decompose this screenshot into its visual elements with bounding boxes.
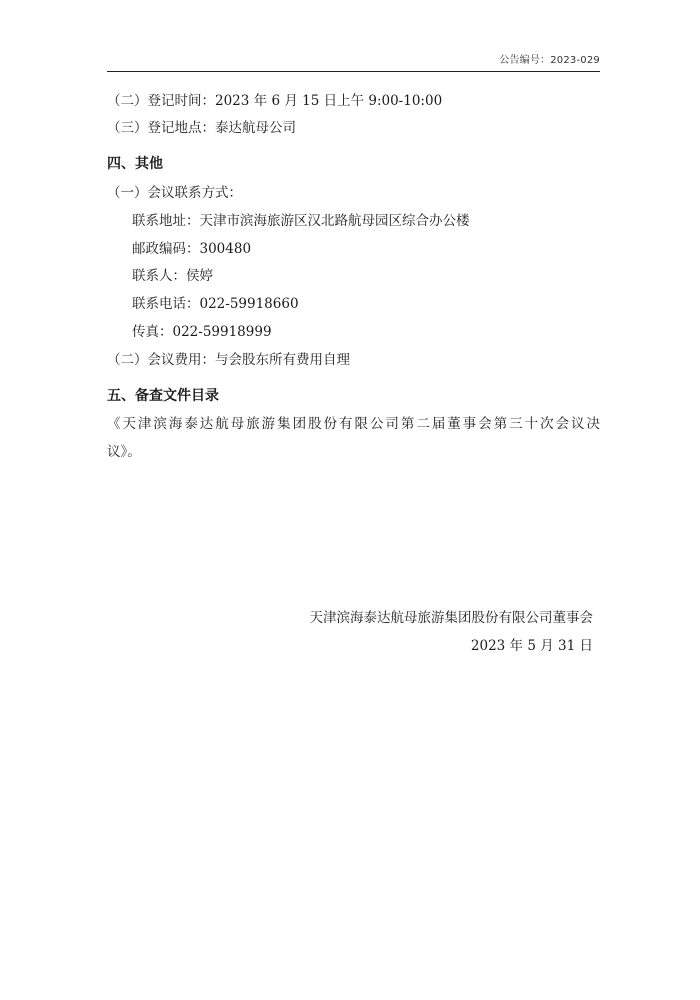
signature-date: 2023 年 5 月 31 日: [470, 638, 593, 654]
contact-intro: （一）会议联系方式：: [107, 185, 242, 201]
signature-company: 天津滨海泰达航母旅游集团股份有限公司董事会: [309, 610, 593, 626]
announcement-number: 公告编号：2023-029: [499, 55, 600, 66]
document-reference-line1: 《天津滨海泰达航母旅游集团股份有限公司第二届董事会第三十次会议决: [107, 416, 600, 432]
contact-fax: 传真：022-59918999: [132, 324, 272, 340]
contact-postcode: 邮政编码：300480: [132, 241, 252, 257]
section-heading-documents: 五、备查文件目录: [107, 388, 219, 404]
document-reference-line2: 议》。: [107, 444, 141, 460]
registration-time: （二）登记时间：2023 年 6 月 15 日上午 9:00-10:00: [107, 93, 443, 109]
contact-address: 联系地址：天津市滨海旅游区汉北路航母园区综合办公楼: [132, 213, 470, 229]
meeting-expenses: （二）会议费用：与会股东所有费用自理: [107, 352, 350, 368]
contact-phone: 联系电话：022-59918660: [132, 296, 299, 312]
section-heading-other: 四、其他: [107, 156, 163, 172]
registration-place: （三）登记地点：泰达航母公司: [107, 120, 296, 136]
contact-person: 联系人：侯婷: [132, 268, 213, 284]
header-divider: [107, 71, 600, 72]
